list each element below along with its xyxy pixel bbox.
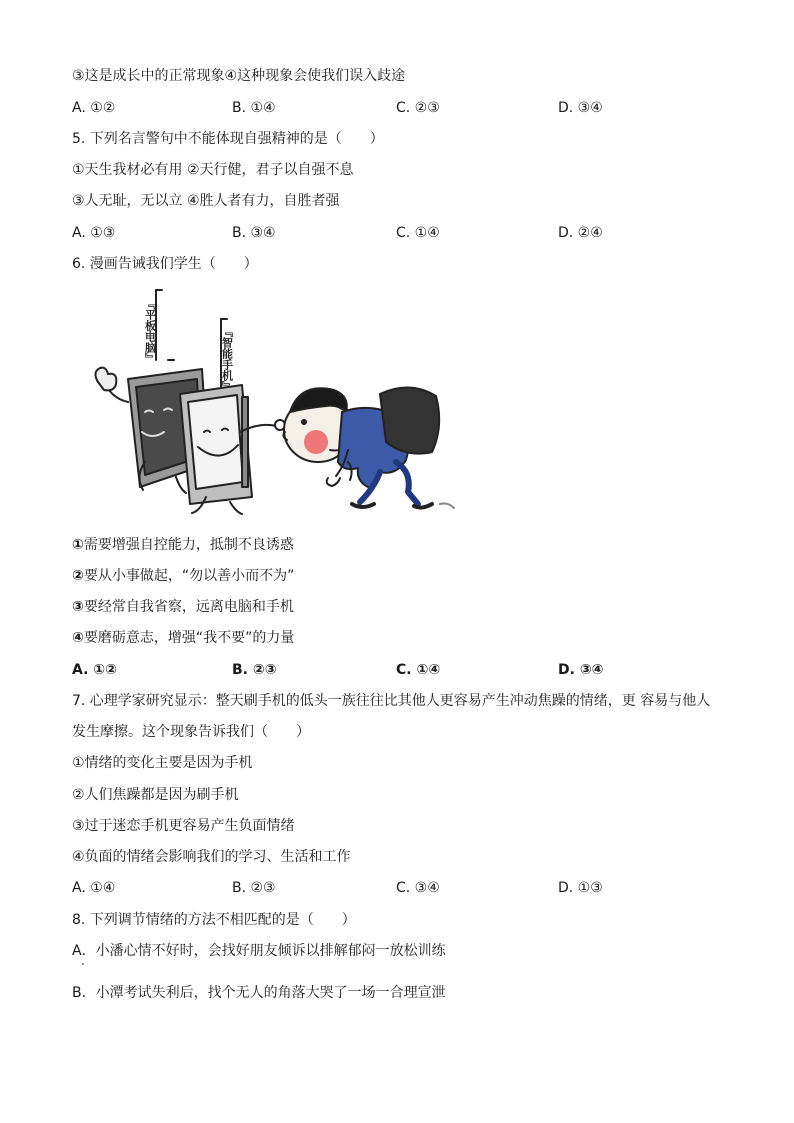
q6-options (72, 661, 732, 679)
option-d: D. ③④ (558, 662, 604, 678)
q7-statement: ①情绪的变化主要是因为手机 (72, 755, 253, 771)
q8-option-a: A．小潘心情不好时，会找好朋友倾诉以排解郁闷一放松训练 (72, 943, 446, 959)
text-line: ③这是成长中的正常现象④这种现象会使我们误入歧途 (72, 68, 406, 84)
option-b: B. ②③ (232, 880, 276, 896)
label-phone: 『智能手机』 (220, 326, 234, 392)
q6-statement: ②要从小事做起，“勿以善小而不为” (72, 568, 295, 584)
cartoon-illustration (80, 282, 465, 527)
question-7: 7. 心理学家研究显示：整天刷手机的低头一族往往比其他人更容易产生冲动焦躁的情绪，更 容易与他人 (72, 693, 711, 709)
option-b: B. ③④ (232, 225, 276, 241)
q7-statement: ③过于迷恋手机更容易产生负面情绪 (72, 818, 295, 834)
option-c: C. ③④ (396, 880, 440, 896)
option-c: C. ①④ (396, 662, 441, 678)
question-5: 5. 下列名言警句中不能体现自强精神的是（ ） (72, 131, 384, 147)
q8-option-b: B．小潭考试失利后，找个无人的角落大哭了一场一合理宣泄 (72, 985, 446, 1001)
q4-options (72, 99, 732, 117)
option-b: B. ①④ (232, 100, 276, 116)
q7-statement: ④负面的情绪会影响我们的学习、生活和工作 (72, 849, 351, 865)
option-d: D. ③④ (558, 100, 603, 116)
q7-statement: ②人们焦躁都是因为刷手机 (72, 787, 239, 803)
question-6: 6. 漫画告诫我们学生（ ） (72, 256, 258, 272)
q6-statement: ④要磨砺意志，增强“我不要”的力量 (72, 630, 295, 646)
question-7-cont: 发生摩擦。这个现象告诉我们（ ） (72, 724, 310, 740)
option-c: C. ②③ (396, 100, 440, 116)
q5-statement: ①天生我材必有用 ②天行健，君子以自强不息 (72, 162, 354, 178)
q6-statement: ①需要增强自控能力，抵制不良诱惑 (72, 537, 294, 553)
option-a: A. ①④ (72, 880, 116, 896)
option-d: D. ①③ (558, 880, 603, 896)
q5-options (72, 224, 732, 242)
option-a: A. ①② (72, 100, 116, 116)
option-c: C. ①④ (396, 225, 440, 241)
question-8: 8. 下列调节情绪的方法不相匹配的是（ ） (72, 912, 356, 928)
option-a: A. ①② (72, 662, 117, 678)
option-a: A. ①③ (72, 225, 116, 241)
label-tablet: 『平板电脑』 (143, 298, 157, 364)
option-b: B. ②③ (232, 662, 277, 678)
stray-dot (82, 963, 84, 965)
q7-options (72, 879, 732, 897)
q5-statement: ③人无耻，无以立 ④胜人者有力，自胜者强 (72, 193, 340, 209)
option-d: D. ②④ (558, 225, 603, 241)
q6-statement: ③要经常自我省察，远离电脑和手机 (72, 599, 294, 615)
